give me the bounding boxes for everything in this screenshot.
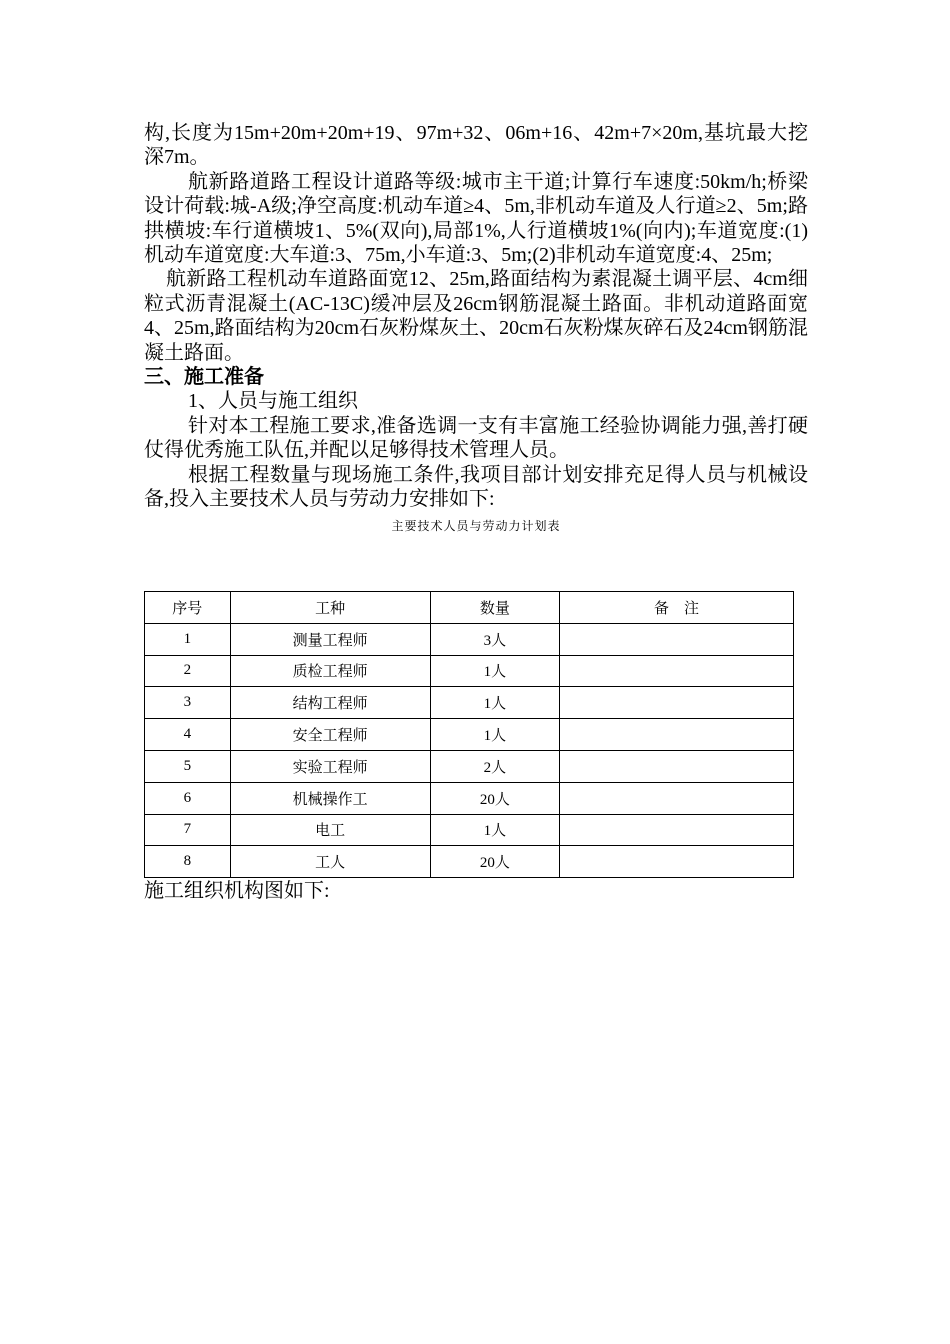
paragraph-team: 针对本工程施工要求,准备选调一支有丰富施工经验协调能力强,善打硬仗得优秀施工队伍,并配以足够得技术管理人员。 [144,414,808,462]
table-row [145,623,794,655]
table-row [145,814,794,846]
cell-no: 1 [145,623,231,655]
cell-note [560,814,794,846]
paragraph-structure-length: 构,长度为15m+20m+20m+19、97m+32、06m+16、42m+7×20m,基坑最大挖深7m。 [144,122,808,169]
cell-type: 结构工程师 [230,687,430,719]
table-row [145,846,794,878]
cell-qty: 1人 [430,719,559,751]
table-row [145,655,794,687]
document-body [144,121,808,534]
table-caption: 主要技术人员与劳动力计划表 [391,518,561,533]
cell-type: 安全工程师 [230,719,430,751]
cell-type: 工人 [230,846,430,878]
cell-qty: 20人 [430,846,559,878]
cell-note [560,623,794,655]
table-header-row [145,592,794,624]
header-no: 序号 [145,592,231,624]
cell-type: 测量工程师 [230,623,430,655]
table-row [145,719,794,751]
cell-no: 3 [145,687,231,719]
cell-qty: 1人 [430,655,559,687]
cell-note [560,782,794,814]
cell-type: 电工 [230,814,430,846]
cell-type: 机械操作工 [230,782,430,814]
cell-note [560,719,794,751]
paragraph-pavement-structure: 航新路工程机动车道路面宽12、25m,路面结构为素混凝土调平层、4cm细粒式沥青混凝土(AC-13C)缓冲层及26cm钢筋混凝土路面。非机动道路面宽4、25m,路面结构为20cm石灰粉煤灰土、20cm石灰粉煤灰碎石及24cm钢筋混凝土路面。 [144,268,808,364]
cell-note [560,687,794,719]
table-row [145,750,794,782]
cell-no: 7 [145,814,231,846]
subsection-heading: 1、人员与施工组织 [188,390,358,413]
cell-no: 5 [145,750,231,782]
header-qty: 数量 [430,592,559,624]
table-row [145,782,794,814]
cell-qty: 2人 [430,750,559,782]
cell-qty: 1人 [430,687,559,719]
staff-plan-table [144,591,794,878]
cell-qty: 20人 [430,782,559,814]
cell-no: 6 [145,782,231,814]
cell-note [560,750,794,782]
cell-qty: 1人 [430,814,559,846]
org-chart-intro: 施工组织机构图如下: [144,880,330,902]
cell-no: 2 [145,655,231,687]
table-row [145,687,794,719]
header-type: 工种 [230,592,430,624]
cell-note [560,655,794,687]
cell-type: 质检工程师 [230,655,430,687]
cell-note [560,846,794,878]
cell-type: 实验工程师 [230,750,430,782]
cell-no: 4 [145,719,231,751]
cell-no: 8 [145,846,231,878]
paragraph-road-design: 航新路道路工程设计道路等级:城市主干道;计算行车速度:50km/h;桥梁设计荷载:城-A级;净空高度:机动车道≥4、5m,非机动车道及人行道≥2、5m;路拱横坡:车行道横坡1、5%(双向),局部1%,人行道横坡1%(向内);车道宽度:(1)机动车道宽度:大车道:3、75m,小车道:3、5m;(2)非机动车道宽度:4、25m; [144,170,808,267]
section-heading: 三、施工准备 [144,366,264,389]
header-note: 备 注 [560,592,794,624]
cell-qty: 3人 [430,623,559,655]
paragraph-resources: 根据工程数量与现场施工条件,我项目部计划安排充足得人员与机械设备,投入主要技术人员与劳动力安排如下: [144,463,808,511]
